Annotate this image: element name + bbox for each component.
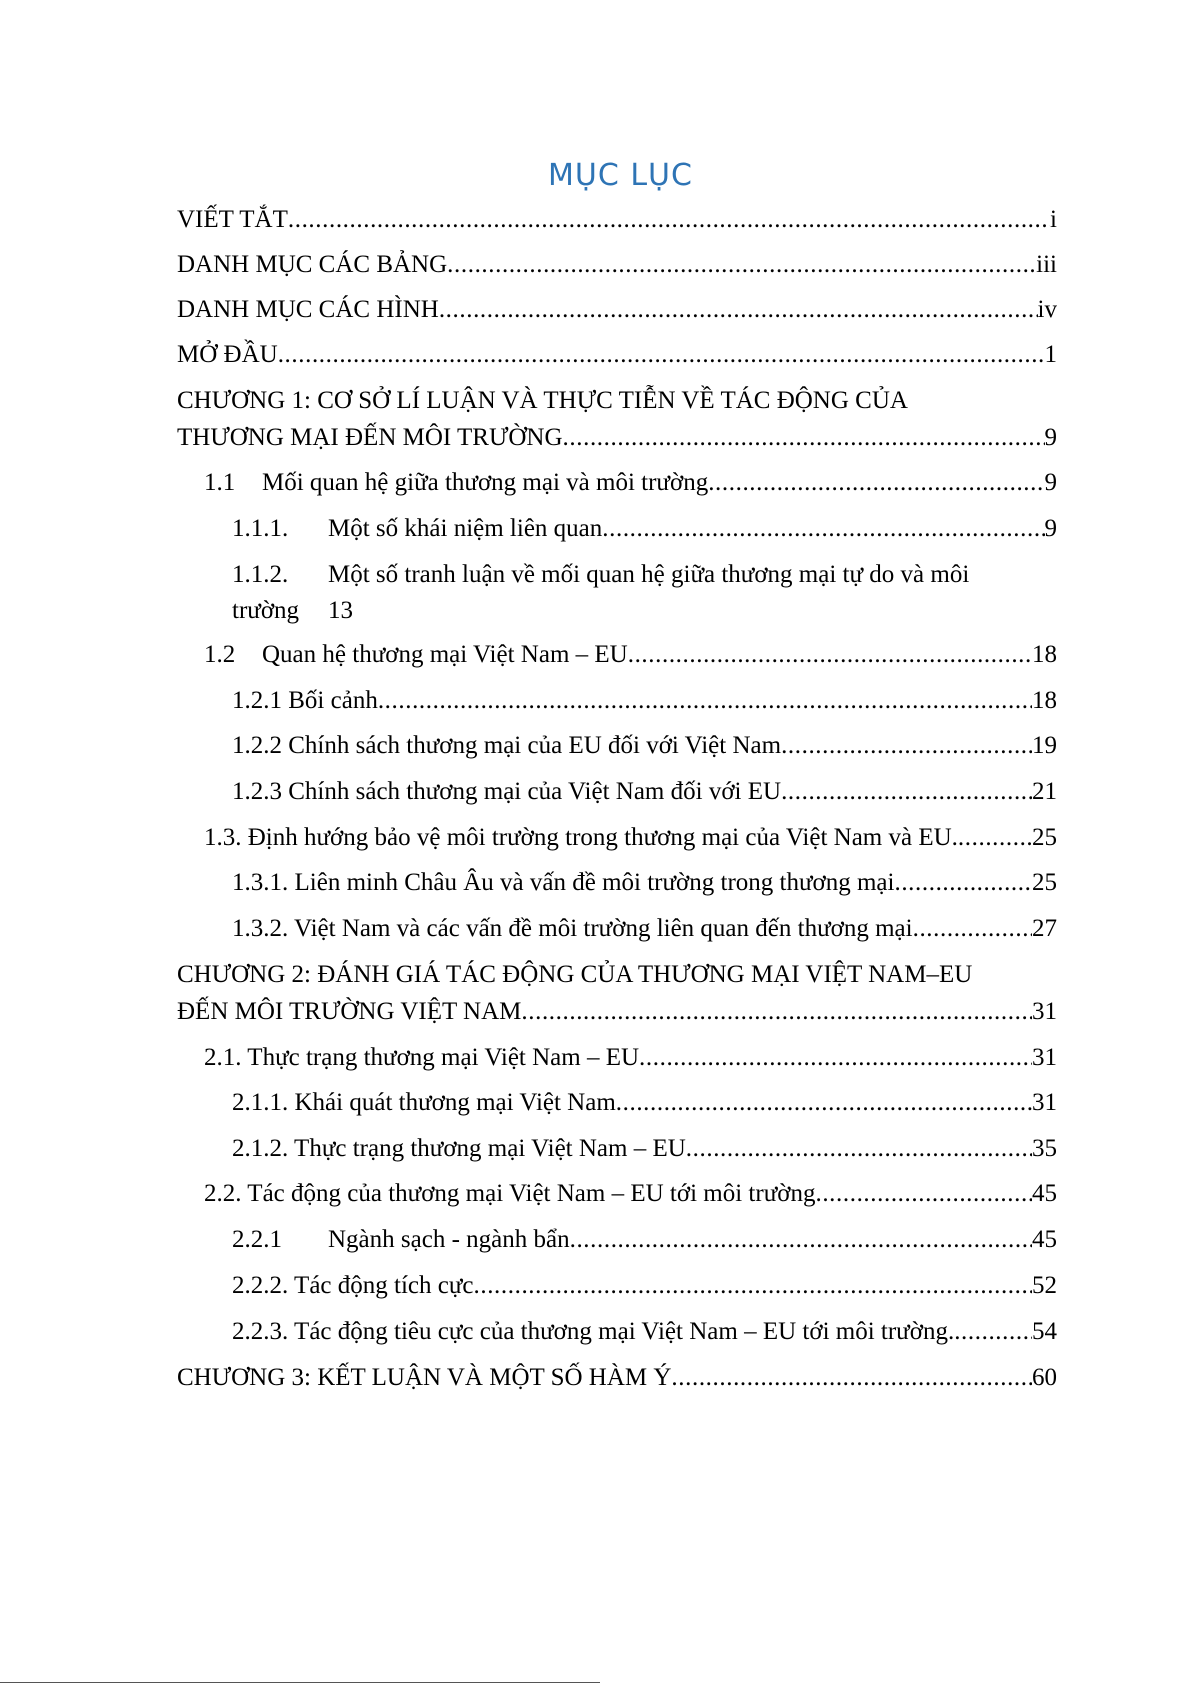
dot-leader [639,1041,1032,1075]
toc-entry-text: Một số tranh luận về mối quan hệ giữa thương mại tự do và môi [328,561,970,588]
page-title: MỤC LỤC [548,158,693,193]
dot-leader [628,638,1032,672]
toc-entry-text: 1.3.2. Việt Nam và các vấn đề môi trường liên quan đến thương mại [232,915,913,942]
toc-entry-1-1-1[interactable] [232,512,1057,546]
dot-leader [708,466,1044,500]
toc-entry-text: Ngành sạch - ngành bẩn [328,1226,570,1253]
toc-page-number: 1 [1044,341,1057,368]
dot-leader [439,293,1038,327]
toc-page-number: i [1050,206,1057,233]
section-number: 1.1.1. [232,515,289,542]
toc-entry-1-3-2[interactable] [232,912,1057,946]
dot-leader [563,421,1045,455]
toc-entry-text: 2.1. Thực trạng thương mại Việt Nam – EU [204,1044,640,1071]
toc-entry-1-3-1[interactable] [232,866,1057,900]
toc-entry-text: THƯƠNG MẠI ĐẾN MÔI TRƯỜNG [177,424,563,451]
toc-entry-text: 2.1.1. Khái quát thương mại Việt Nam [232,1089,616,1116]
toc-page-number: 13 [328,597,353,624]
toc-entry-1-2[interactable] [204,638,1057,672]
toc-entry-text: 2.2.2. Tác động tích cực [232,1272,474,1299]
dot-leader [602,512,1044,546]
toc-entry-2-1-1[interactable] [232,1086,1057,1120]
toc-page-number: 45 [1032,1180,1057,1207]
toc-entry-2-1[interactable] [204,1041,1057,1075]
toc-page-number: 35 [1032,1135,1057,1162]
dot-leader [378,684,1032,718]
dot-leader [894,866,1032,900]
section-number: 1.1.2. [232,561,289,588]
toc-entry-danh-muc-bang[interactable] [177,248,1057,282]
toc-page-number: iii [1036,251,1057,278]
toc-entry-viet-tat[interactable] [177,203,1057,237]
toc-entry-1-1[interactable] [204,466,1057,500]
section-number: 1.1 [204,469,236,496]
dot-leader [278,338,1045,372]
toc-page-number: 9 [1044,515,1057,542]
toc-page-number: 9 [1044,469,1057,496]
toc-entry-text: trường [232,597,300,624]
toc-entry-text: 2.2. Tác động của thương mại Việt Nam – EU tới môi trường [204,1180,816,1207]
toc-entry-text: 1.3. Định hướng bảo vệ môi trường trong thương mại của Việt Nam và EU. [204,824,958,851]
toc-entry-text: 2.2.3. Tác động tiêu cực của thương mại Việt Nam – EU tới môi trường. [232,1318,955,1345]
toc-entry-text: Mối quan hệ giữa thương mại và môi trường [262,469,709,496]
dot-leader [954,1315,1032,1349]
toc-entry-text: 1.2.3 Chính sách thương mại của Việt Nam đối với EU [232,778,782,805]
toc-entry-2-2[interactable] [204,1177,1057,1211]
toc-page-number: 25 [1032,869,1057,896]
page-bottom-rule [0,1682,600,1683]
dot-leader [671,1361,1032,1395]
toc-entry-2-2-1[interactable] [232,1223,1057,1257]
dot-leader [288,203,1050,237]
toc-entry-text: 1.2.2 Chính sách thương mại của EU đối với Việt Nam [232,732,782,759]
toc-entry-mo-dau[interactable] [177,338,1057,372]
section-number: 1.2 [204,641,236,668]
toc-entry-text: 1.2.1 Bối cảnh [232,687,378,714]
toc-entry-text: MỞ ĐẦU [177,341,278,368]
toc-entry-1-2-1[interactable] [232,684,1057,718]
section-number: 2.2.1 [232,1226,282,1253]
toc-page-number: 25 [1032,824,1057,851]
toc-entry-1-2-3[interactable] [232,775,1057,809]
toc-page-number: 18 [1032,687,1057,714]
toc-entry-2-2-2[interactable] [232,1269,1057,1303]
toc-page-number: 31 [1032,1044,1057,1071]
toc-entry-text: ĐẾN MÔI TRƯỜNG VIỆT NAM [177,998,522,1025]
toc-entry-text: DANH MỤC CÁC HÌNH [177,296,439,323]
toc-chapter-1-title-line1[interactable]: CHƯƠNG 1: CƠ SỞ LÍ LUẬN VÀ THỰC TIỄN VỀ TÁC ĐỘNG CỦA [177,387,908,414]
toc-entry-1-2-2[interactable] [232,729,1057,763]
dot-leader [913,912,1032,946]
toc-entry-chapter-2[interactable] [177,995,1057,1029]
toc-entry-chapter-3[interactable] [177,1361,1057,1395]
toc-page-number: 27 [1032,915,1057,942]
toc-entry-2-2-3[interactable] [232,1315,1057,1349]
dot-leader [474,1269,1033,1303]
toc-entry-text: VIẾT TẮT [177,206,288,233]
toc-entry-1-1-2-line1[interactable] [232,558,969,592]
toc-entry-2-1-2[interactable] [232,1132,1057,1166]
dot-leader [815,1177,1032,1211]
toc-page-number: 52 [1032,1272,1057,1299]
toc-entry-text: DANH MỤC CÁC BẢNG [177,251,448,278]
dot-leader [958,821,1032,855]
toc-page-number: 45 [1032,1226,1057,1253]
toc-page-number: 21 [1032,778,1057,805]
toc-page-number: 9 [1044,424,1057,451]
toc-page-number: 31 [1032,1089,1057,1116]
dot-leader [616,1086,1032,1120]
toc-entry-chapter-1[interactable] [177,421,1057,455]
toc-entry-text: CHƯƠNG 3: KẾT LUẬN VÀ MỘT SỐ HÀM Ý [177,1364,672,1391]
toc-entry-danh-muc-hinh[interactable] [177,293,1057,327]
toc-entry-1-3[interactable] [204,821,1057,855]
toc-entry-text: 1.3.1. Liên minh Châu Âu và vấn đề môi trường trong thương mại [232,869,895,896]
toc-entry-text: 2.1.2. Thực trạng thương mại Việt Nam – EU [232,1135,686,1162]
dot-leader [686,1132,1032,1166]
toc-page-number: 31 [1032,998,1057,1025]
toc-chapter-2-title-line1[interactable]: CHƯƠNG 2: ĐÁNH GIÁ TÁC ĐỘNG CỦA THƯƠNG MẠI VIỆT NAM–EU [177,961,973,988]
toc-entry-text: Một số khái niệm liên quan [328,515,603,542]
dot-leader [781,775,1032,809]
dot-leader [447,248,1036,282]
toc-entry-text: Quan hệ thương mại Việt Nam – EU [262,641,628,668]
dot-leader [570,1223,1032,1257]
dot-leader [521,995,1032,1029]
toc-page-number: 19 [1032,732,1057,759]
dot-leader [781,729,1032,763]
toc-page-number: iv [1037,296,1057,323]
toc-page-number: 60 [1032,1364,1057,1391]
toc-page-number: 18 [1032,641,1057,668]
toc-page-number: 54 [1032,1318,1057,1345]
toc-entry-1-1-2-line2[interactable] [232,594,353,628]
